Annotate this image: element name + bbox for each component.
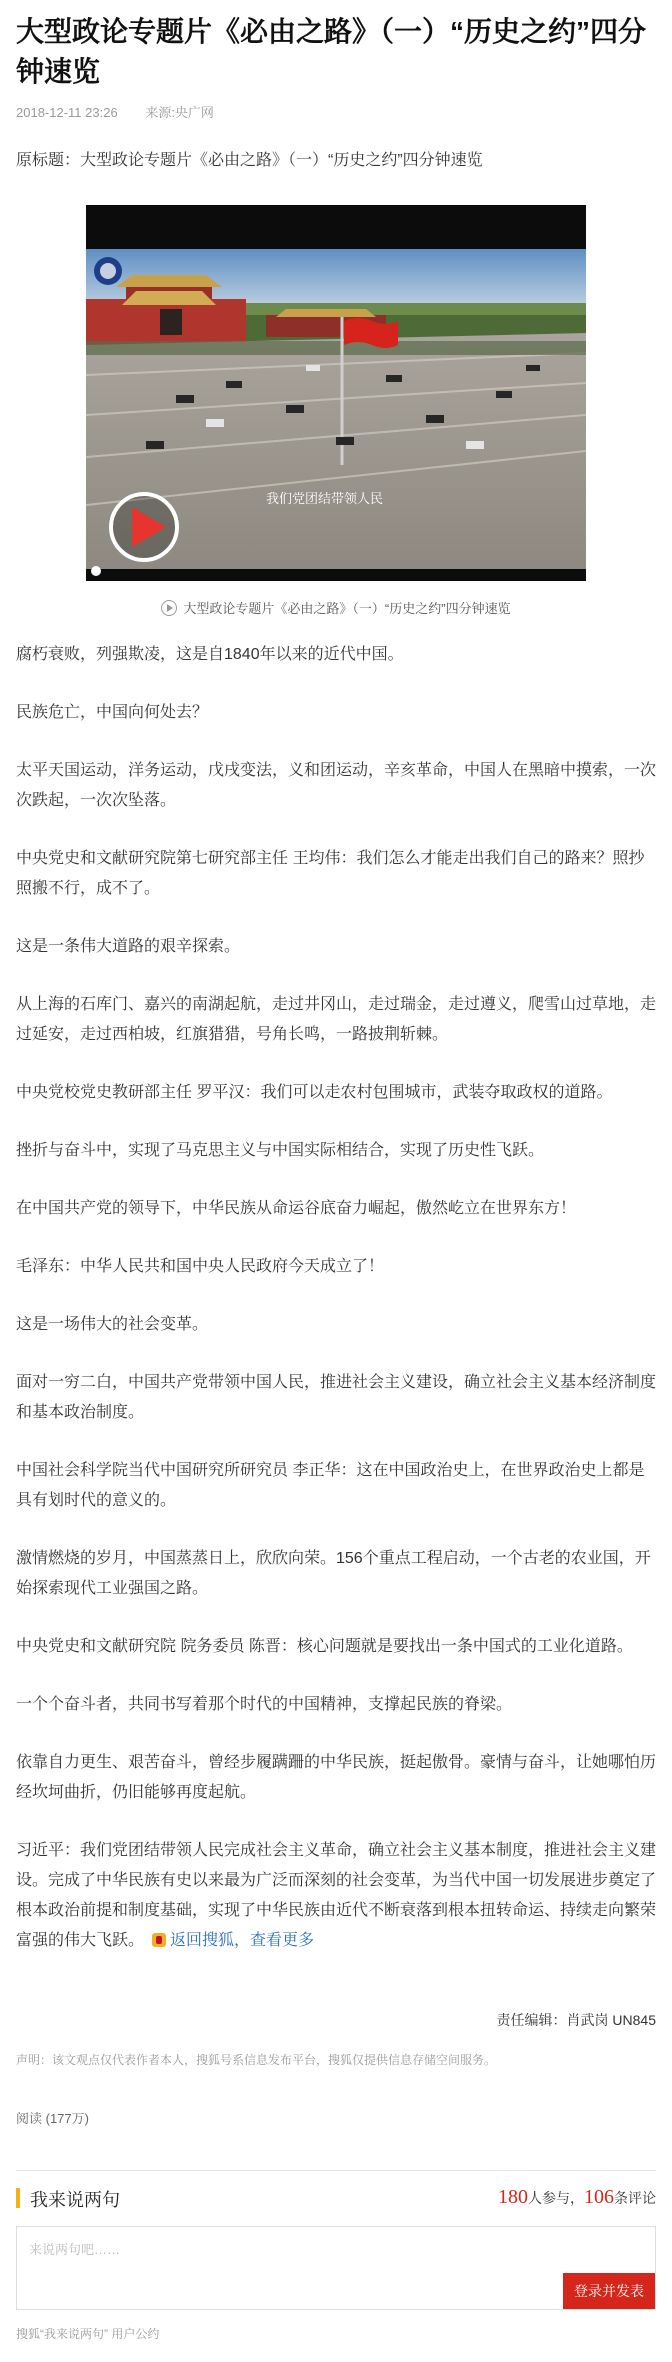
read-count: 阅读 (177万) (16, 2111, 89, 2126)
paragraph: 依靠自力更生、艰苦奋斗，曾经步履蹒跚的中华民族，挺起傲骨。豪情与奋斗，让她哪怕历经坎坷曲折，仍旧能够再度起航。 (16, 1754, 657, 1801)
video-thumbnail (86, 205, 586, 581)
section-divider (16, 2170, 656, 2171)
participants-label: 人参与， (528, 2190, 584, 2206)
article-source: 来源:央广网 (145, 105, 214, 120)
paragraph: 中央党史和文献研究院 院务委员 陈晋：核心问题就是要找出一条中国式的工业化道路。 (16, 1638, 633, 1655)
paragraph: 这是一条伟大道路的艰辛探索。 (16, 938, 241, 955)
paragraph: 激情燃烧的岁月，中国蒸蒸日上，欣欣向荣。156个重点工程启动，一个古老的农业国，开始探索现代工业强国之路。 (16, 1550, 651, 1597)
see-more-link[interactable]: 查看更多 (250, 1932, 315, 1949)
play-circle-icon (161, 600, 177, 616)
paragraph: 中央党校党史教研部主任 罗平汉：我们可以走农村包围城市，武装夺取政权的道路。 (16, 1084, 613, 1101)
video-caption (0, 598, 672, 617)
user-agreement-link[interactable]: 搜狐“我来说两句” 用户公约 (16, 2327, 160, 2341)
responsible-editor: 责任编辑：肖武岗 UN845 (496, 2012, 656, 2028)
comments-stats (498, 2186, 656, 2209)
comments-count-label: 条评论 (614, 2190, 656, 2206)
article-meta (16, 102, 238, 121)
video-progress-handle (91, 566, 101, 576)
disclaimer-statement: 声明：该文观点仅代表作者本人，搜狐号系信息发布平台，搜狐仅提供信息存储空间服务。 (16, 2053, 497, 2067)
video-subtitle: 我们党团结带领人民 (266, 492, 384, 507)
paragraph: 一个个奋斗者，共同书写着那个时代的中国精神，支撑起民族的脊梁。 (16, 1696, 513, 1713)
paragraph-text: 习近平：我们党团结带领人民完成社会主义革命，确立社会主义基本制度，推进社会主义建设。完成了中华民族有史以来最为广泛而深刻的社会变革，为当代中国一切发展进步奠定了根本政治前提和制度基础，实现了中华民族由近代不断衰落到根本扭转命运、持续走向繁荣富强的伟大飞跃。 (16, 1842, 657, 1949)
back-to-sohu-link[interactable]: 返回搜狐 (170, 1932, 235, 1949)
paragraph: 在中国共产党的领导下，中华民族从命运谷底奋力崛起，傲然屹立在世界东方！ (16, 1200, 577, 1217)
paragraph: 这是一场伟大的社会变革。 (16, 1316, 209, 1333)
participants-count: 180 (498, 2186, 528, 2208)
comment-box (16, 2226, 656, 2310)
paragraph-last (16, 1836, 656, 1956)
article-title: 大型政论专题片《必由之路》（一）“历史之约”四分钟速览 (16, 16, 647, 87)
video-caption-text: 大型政论专题片《必由之路》（一）“历史之约”四分钟速览 (183, 601, 511, 616)
comments-header (16, 2180, 656, 2216)
paragraph: 中国社会科学院当代中国研究所研究员 李正华：这在中国政治史上，在世界政治史上都是具有划时代的意义的。 (16, 1462, 645, 1509)
paragraph: 从上海的石库门、嘉兴的南湖起航，走过井冈山，走过瑞金，走过遵义，爬雪山过草地，走过延安，走过西柏坡，红旗猎猎，号角长鸣，一路披荆斩棘。 (16, 996, 657, 1043)
comments-title: 我来说两句 (30, 2190, 120, 2210)
paragraph: 中央党史和文献研究院第七研究部主任 王均伟：我们怎么才能走出我们自己的路来？照抄照搬不行，成不了。 (16, 850, 645, 897)
publish-date: 2018-12-11 23:26 (16, 105, 118, 120)
sohu-logo-icon (152, 1933, 166, 1947)
comment-input[interactable] (27, 2237, 571, 2281)
paragraph: 面对一穷二白，中国共产党带领中国人民，推进社会主义建设，确立社会主义基本经济制度和基本政治制度。 (16, 1374, 657, 1421)
login-and-post-button[interactable]: 登录并发表 (563, 2273, 655, 2309)
paragraph: 毛泽东：中华人民共和国中央人民政府今天成立了！ (16, 1258, 385, 1275)
comments-count: 106 (584, 2186, 614, 2208)
comments-accent-bar (16, 2188, 20, 2208)
original-title: 原标题：大型政论专题片《必由之路》（一）“历史之约”四分钟速览 (16, 152, 483, 169)
paragraph: 挫折与奋斗中，实现了马克思主义与中国实际相结合，实现了历史性飞跃。 (16, 1142, 545, 1159)
link-separator: ， (234, 1932, 251, 1949)
paragraph: 太平天国运动，洋务运动，戊戌变法，义和团运动，辛亥革命，中国人在黑暗中摸索，一次次跌起，一次次坠落。 (16, 762, 657, 809)
video-player[interactable] (86, 205, 586, 581)
paragraph: 腐朽衰败，列强欺凌，这是自1840年以来的近代中国。 (16, 646, 404, 663)
paragraph: 民族危亡，中国向何处去？ (16, 704, 209, 721)
